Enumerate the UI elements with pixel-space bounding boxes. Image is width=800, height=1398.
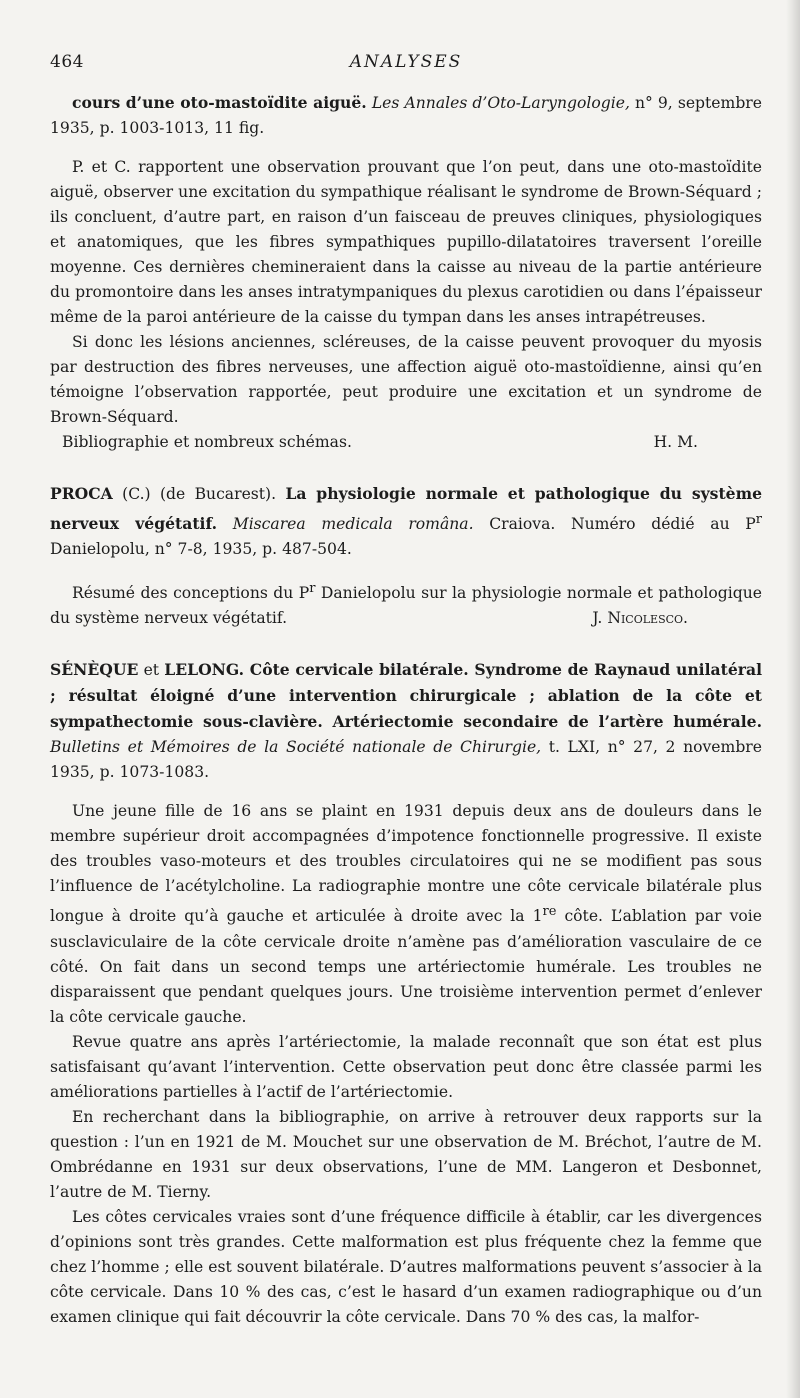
entry3-conjunction: et bbox=[138, 661, 165, 680]
page-number: 464 bbox=[50, 52, 84, 72]
entry2-citation-a: Craiova. Numéro dédié au P bbox=[473, 515, 756, 534]
entry3-paragraph-4: Les côtes cervicales vraies sont d’une fréquence difficile à établir, car les divergences d’opinions sont très grandes. Cette malformation est plus fréquente chez la femme que chez l’homme ; elle est souvent bilatérale. D’autres malformations peuvent s’associer à la côte cervicale. Dans 10 % des cas, c’est le hasard d’un examen radiographique ou d’un examen clinique qui fait découvrir la côte cervicale. Dans 70 % des cas, la malfor- bbox=[50, 1207, 762, 1326]
entry2-summary-sup: r bbox=[309, 581, 316, 597]
page-edge-shadow bbox=[786, 0, 800, 1398]
entry2-journal: Miscarea medicala româna. bbox=[217, 515, 474, 534]
entry3-paragraph-3: En recherchant dans la bibliographie, on arrive à retrouver deux rapports sur la question : l’un en 1921 de M. Mouchet sur une observation de M. Bréchot, l’autre de M. Ombrédanne en 1931 sur deux observations, l’une de MM. Langeron et Desbonnet, l’autre de M. Tierny. bbox=[50, 1107, 762, 1201]
entry2-author: PROCA bbox=[50, 484, 113, 503]
entry1-signature: H. M. bbox=[653, 433, 698, 451]
entry3-author-1: SÉNÈQUE bbox=[50, 660, 139, 680]
entry3-author-2: LELONG. bbox=[164, 660, 245, 680]
entry3-title: Côte cervicale bilatérale. Syndrome de Raynaud unilatéral ; résultat éloigné d’une intervention chirurgicale ; ablation de la côte et sympathectomie sous-clavière. Artériectomie secondaire de l’artère humérale. bbox=[50, 660, 762, 732]
entry2-citation-b: Danielopolu, n° 7-8, 1935, p. 487-504. bbox=[50, 540, 352, 559]
entry2-title: La physiologie normale et pathologique du système nerveux végétatif. bbox=[50, 484, 762, 534]
page-header bbox=[50, 52, 762, 82]
running-head: ANALYSES bbox=[349, 52, 463, 72]
entry3-reference bbox=[50, 657, 762, 785]
entry3-citation: t. LXI, n° 27, 2 novembre 1935, p. 1073-1083. bbox=[50, 738, 762, 782]
entry2-summary-a: Résumé des conceptions du P bbox=[72, 584, 310, 603]
page-body bbox=[50, 90, 762, 1330]
entry1-signature-line bbox=[50, 430, 762, 455]
entry2-summary-b: Danielopolu sur la physiologie normale et pathologique du système nerveux végétatif. bbox=[50, 584, 762, 628]
entry3-journal: Bulletins et Mémoires de la Société nationale de Chirurgie, bbox=[50, 738, 542, 757]
entry1-paragraph-1: P. et C. rapportent une observation prouvant que l’on peut, dans une oto-mastoïdite aiguë, observer une excitation du sympathique réalisant le syndrome de Brown-Séquard ; ils concluent, d’autre part, en raison d’un faisceau de preuves cliniques, physiologiques et anatomiques, que les fibres sympathiques pupillo-dilatatoires traversent l’oreille moyenne. Ces dernières chemineraient dans la caisse au niveau de la partie antérieure du promontoire dans les anses intratympaniques du plexus carotidien ou dans l’épaisseur même de la paroi antérieure de la caisse du tympan dans les anses intrapétreuses. bbox=[50, 158, 762, 326]
entry2-summary bbox=[50, 576, 762, 631]
entry1-citation: n° 9, septembre 1935, p. 1003-1013, 11 fig. bbox=[50, 94, 762, 137]
entry1-journal: Les Annales d’Oto-Laryngologie, bbox=[371, 94, 630, 112]
entry3-paragraph-1a: Une jeune fille de 16 ans se plaint en 1931 depuis deux ans de douleurs dans le membre supérieur droit accompagnées d’impotence fonctionnelle progressive. Il existe des troubles vaso-moteurs et des troubles circulatoires qui ne se modifient pas sous l’influence de l’acétylcholine. La radiographie montre une côte cervicale bilatérale plus longue à droite qu’à gauche et articulée à droite avec la 1 bbox=[50, 802, 762, 926]
entry1-bibliography: Bibliographie et nombreux schémas. bbox=[62, 433, 352, 451]
entry2-signature: J. Nicolesco. bbox=[592, 609, 688, 628]
entry2-initial: (C.) bbox=[122, 485, 151, 503]
entry3-paragraph-2: Revue quatre ans après l’artériectomie, la malade reconnaît que son état est plus satisfaisant qu’avant l’intervention. Cette observation peut donc être classée parmi les améliorations partielles à l’actif de l’artériectomie. bbox=[50, 1032, 762, 1101]
entry3-paragraph-1-sup: re bbox=[542, 904, 557, 920]
entry2-reference bbox=[50, 481, 762, 562]
entry2-sup: r bbox=[755, 512, 762, 527]
entry3-paragraph-1 bbox=[50, 799, 762, 1029]
entry2-affiliation: (de Bucarest). bbox=[150, 485, 286, 503]
entry1-reference bbox=[50, 90, 762, 141]
entry3-paragraph-1b: côte. L’ablation par voie susclaviculaire de la côte cervicale droite n’amène pas d’amélioration vasculaire de ce côté. On fait dans un second temps une artériectomie humérale. Les troubles ne disparaissent que pendant quelques jours. Une troisième intervention permet d’enlever la côte cervicale gauche. bbox=[50, 907, 762, 1026]
entry1-paragraph-2: Si donc les lésions anciennes, scléreuses, de la caisse peuvent provoquer du myosis par destruction des fibres nerveuses, une affection aiguë oto-mastoïdienne, ainsi qu’en témoigne l’observation rapportée, peut produire une excitation et un syndrome de Brown-Séquard. bbox=[50, 333, 762, 426]
entry1-title: cours d’une oto-mastoïdite aiguë. bbox=[72, 93, 367, 112]
